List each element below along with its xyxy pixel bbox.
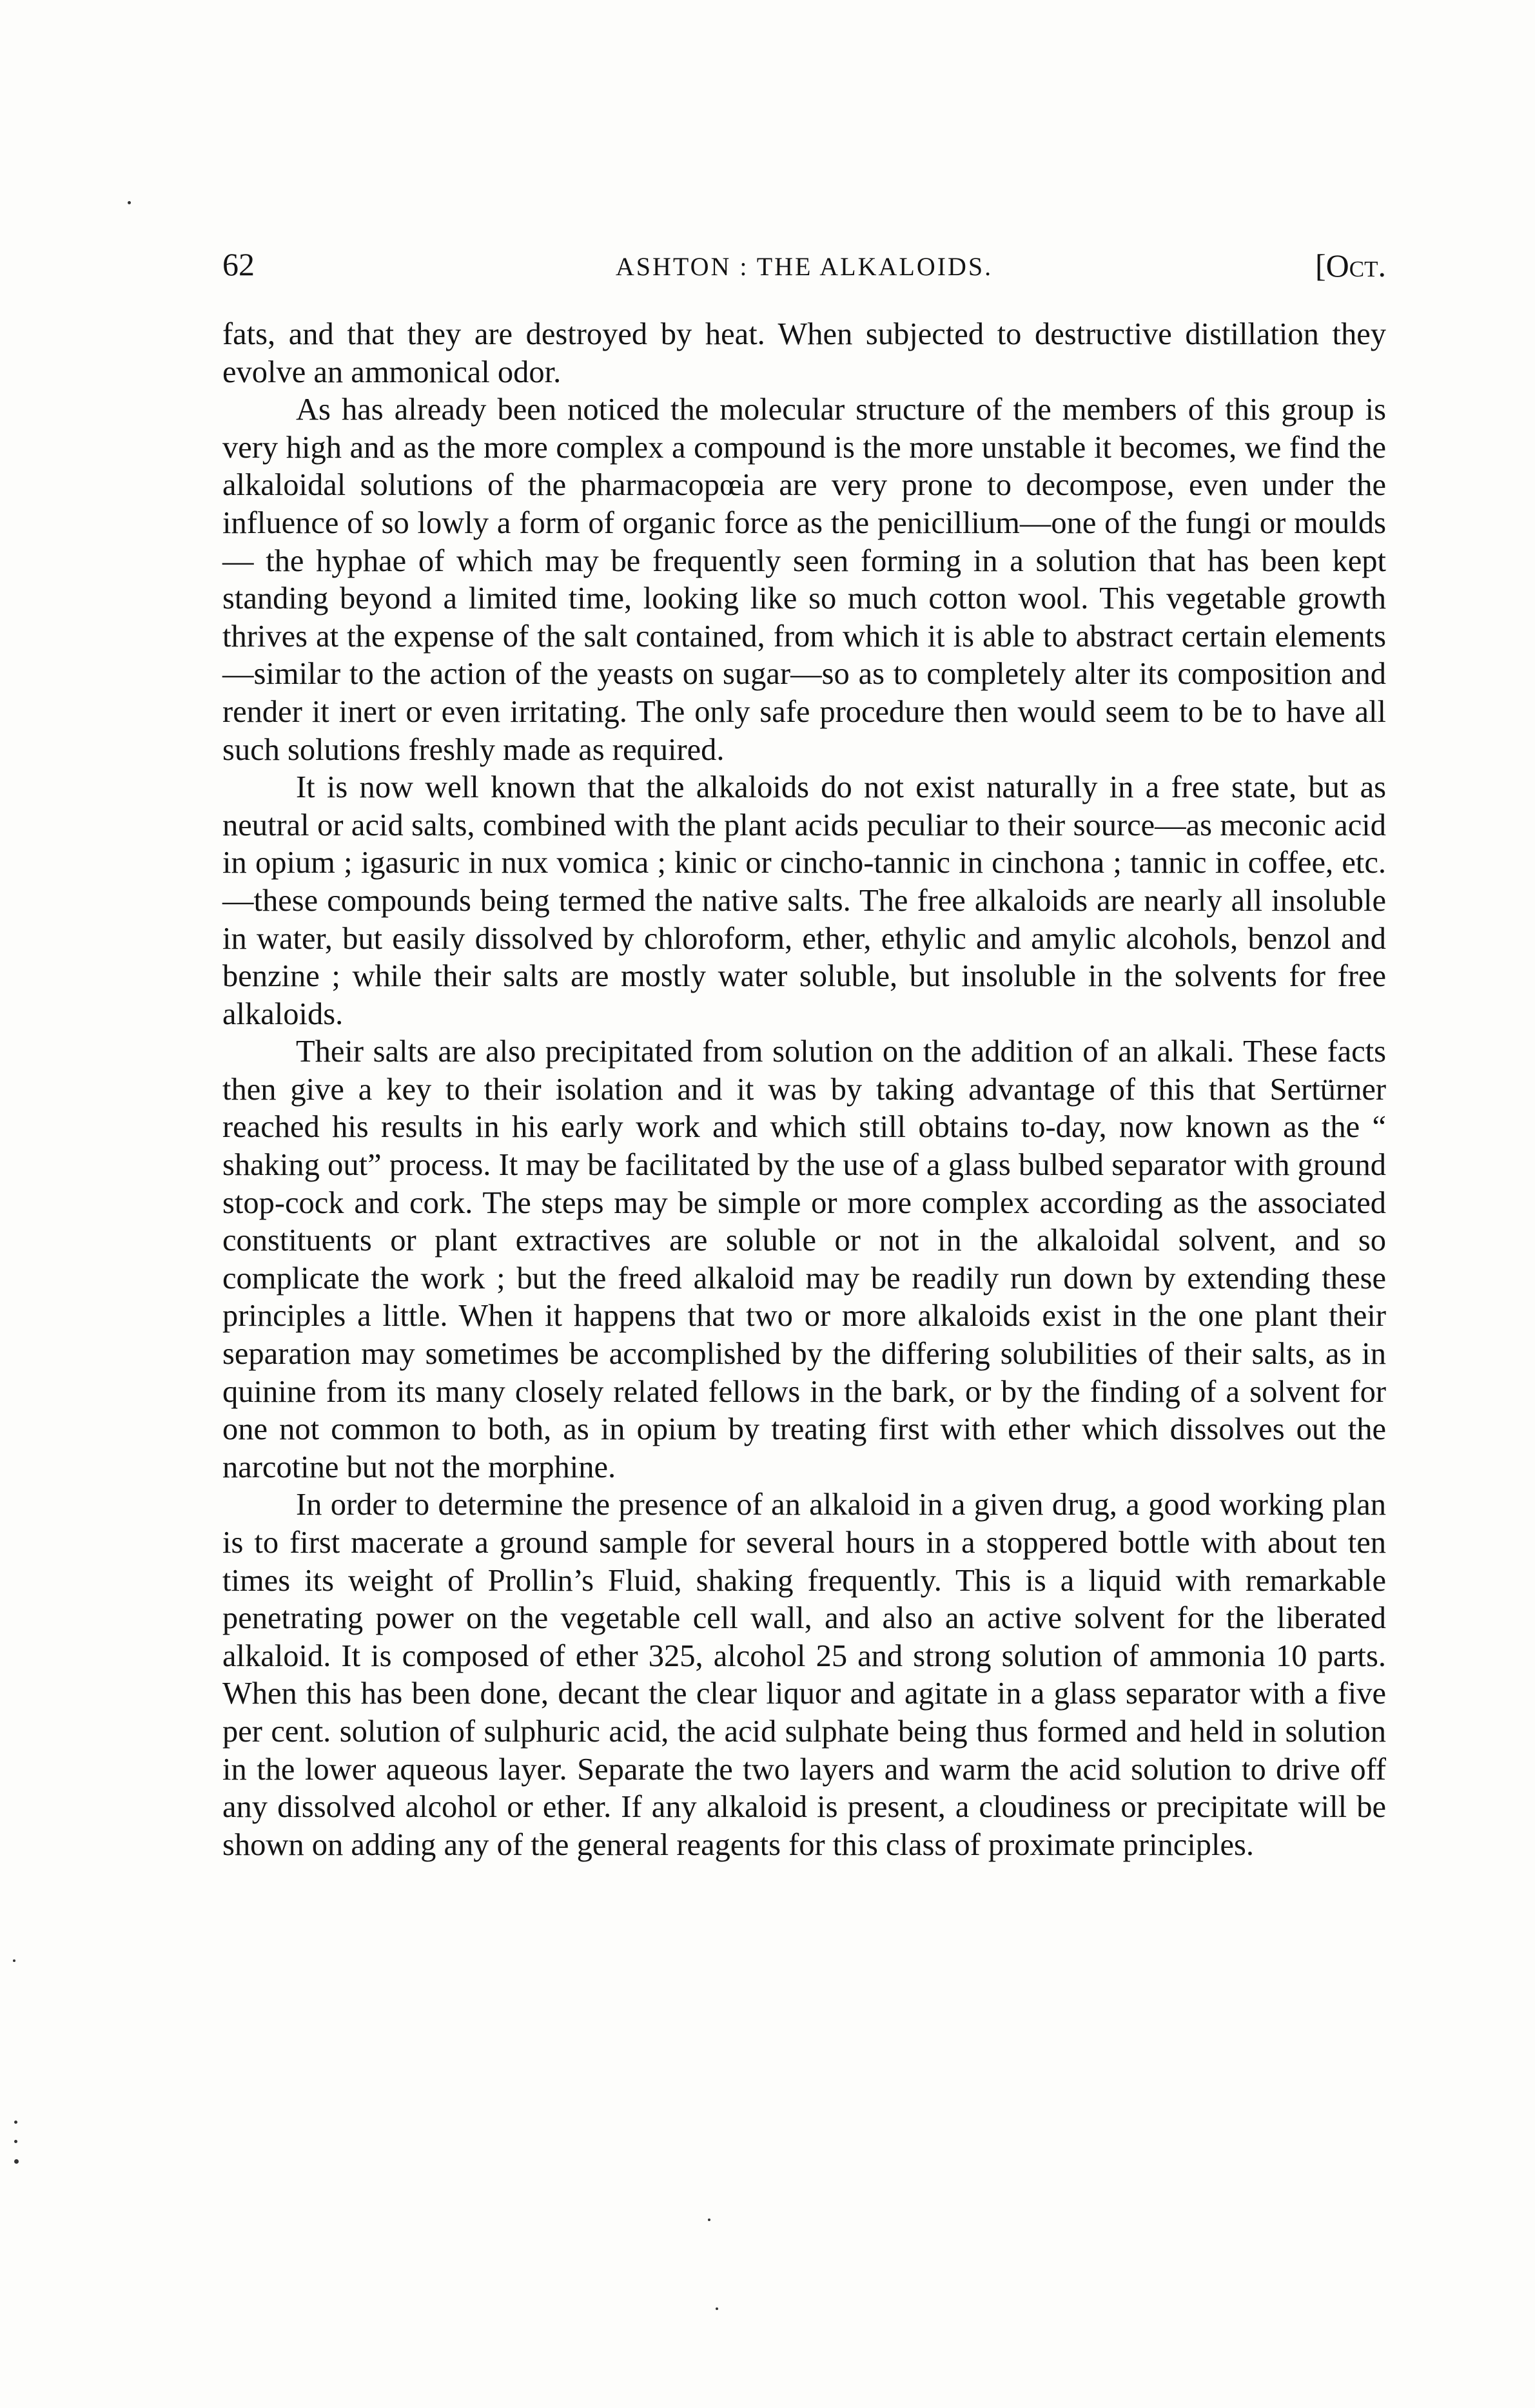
paragraph-1: fats, and that they are destroyed by heat. When subjected to destructive distillation they evolve an ammonical odor. — [222, 317, 1386, 389]
paragraph-2: As has already been noticed the molecular structure of the members of this group is very high and as the more complex a compound is the more unstable it becomes, we find the alkaloidal solutions of the pharmacopœia are very prone to decompose, even under the influence of so lowly a form of organic force as the penicillium—one of the fungi or moulds— the hyphae of which may be frequently seen forming in a solution that has been kept standing beyond a limited time, looking like so much cotton wool. This vegetable growth thrives at the expense of the salt contained, from which it is able to abstract certain elements—similar to the action of the yeasts on sugar—so as to completely alter its composition and render it inert or even irritating. The only safe procedure then would seem to be to have all such solutions freshly made as required. — [222, 393, 1386, 767]
running-date: [Oct. — [1315, 248, 1386, 284]
running-title: ASHTON : THE ALKALOIDS. — [615, 252, 993, 281]
scan-speck — [14, 2159, 19, 2164]
scan-speck — [128, 201, 131, 204]
paragraph-4: Their salts are also precipitated from solution on the addition of an alkali. These facts then give a key to their isolation and it was by taking advantage of this that Sertürner reached his results in his early work and which still obtains to-day, now known as the “ shaking out” process. It may be facilitated by the use of a glass bulbed separator with ground stop-cock and cork. The steps may be simple or more complex according as the associated constituents or plant extractives are soluble or not in the alkaloidal solvent, and so complicate the work ; but the freed alkaloid may be readily run down by extending these principles a little. When it happens that two or more alkaloids exist in the one plant their separation may sometimes be accomplished by the differing solubilities of their salts, as in quinine from its many closely related fellows in the bark, or by the finding of a solvent for one not common to both, as in opium by treating first with ether which dissolves out the narcotine but not the morphine. — [222, 1034, 1386, 1484]
paragraph-5: In order to determine the presence of an alkaloid in a given drug, a good working plan is to first macerate a ground sample for several hours in a stoppered bottle with about ten times its weight of Prollin’s Fluid, shaking frequently. This is a liquid with remarkable penetrating power on the vegetable cell wall, and also an active solvent for the liberated alkaloid. It is composed of ether 325, alcohol 25 and strong solution of ammonia 10 parts. When this has been done, decant the clear liquor and agitate in a glass separator with a five per cent. solution of sulphuric acid, the acid sulphate being thus formed and held in solution in the lower aqueous layer. Separate the two layers and warm the acid solution to drive off any dissolved alcohol or ether. If any alkaloid is present, a cloudiness or precipitate will be shown on adding any of the general reagents for this class of proximate principles. — [222, 1488, 1386, 1862]
scan-speck — [708, 2219, 710, 2221]
paragraph-3: It is now well known that the alkaloids do not exist naturally in a free state, but as neutral or acid salts, combined with the plant acids peculiar to their source—as meconic acid in opium ; igasuric in nux vomica ; kinic or cincho-tannic in cinchona ; tannic in coffee, etc.—these compounds being termed the native salts. The free alkaloids are nearly all insoluble in water, but easily dissolved by chloroform, ether, ethylic and amylic alcohols, benzol and benzine ; while their salts are mostly water soluble, but insoluble in the solvents for free alkaloids. — [222, 770, 1386, 1031]
scan-speck — [14, 2121, 17, 2124]
body-text — [222, 316, 1386, 1864]
page-number: 62 — [222, 246, 255, 282]
scan-speck — [13, 1959, 15, 1962]
scan-speck — [14, 2140, 17, 2143]
running-header — [222, 242, 1386, 287]
scan-speck — [716, 2307, 718, 2310]
